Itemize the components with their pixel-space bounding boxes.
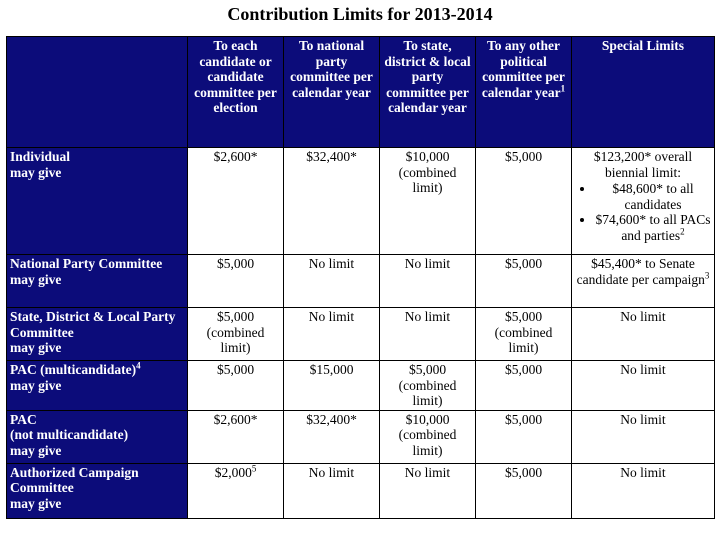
table-row bbox=[7, 463, 715, 518]
list-item-text: $74,600* to all PACs and parties bbox=[595, 212, 711, 243]
cell: $10,000 (combined limit) bbox=[380, 410, 476, 463]
header-corner bbox=[7, 37, 188, 148]
special-bullet-list bbox=[575, 181, 711, 243]
row-label-title: State, District & Local Party Committee bbox=[10, 309, 176, 340]
cell: $5,000 bbox=[188, 361, 284, 411]
row-label bbox=[7, 361, 188, 411]
contribution-limits-table bbox=[6, 36, 715, 519]
cell: No limit bbox=[284, 255, 380, 308]
table-row bbox=[7, 148, 715, 255]
cell: No limit bbox=[380, 255, 476, 308]
row-label bbox=[7, 410, 188, 463]
cell: $15,000 bbox=[284, 361, 380, 411]
footnote-marker: 4 bbox=[136, 360, 141, 371]
cell: No limit bbox=[380, 308, 476, 361]
cell: $5,000 (combined limit) bbox=[188, 308, 284, 361]
row-label bbox=[7, 255, 188, 308]
special-cell bbox=[572, 255, 715, 308]
cell: $32,400* bbox=[284, 148, 380, 255]
table-row bbox=[7, 361, 715, 411]
special-cell: No limit bbox=[572, 410, 715, 463]
cell: $5,000 bbox=[476, 463, 572, 518]
cell-text: $2,000 bbox=[214, 464, 252, 480]
cell: $2,600* bbox=[188, 148, 284, 255]
row-label-title: PAC bbox=[10, 411, 37, 427]
header-to-other-committee-text: To any other political committee per calendar year bbox=[481, 38, 565, 100]
table-row bbox=[7, 410, 715, 463]
footnote-marker: 5 bbox=[251, 463, 257, 473]
page-title: Contribution Limits for 2013-2014 bbox=[227, 4, 493, 24]
row-label-title: PAC (multicandidate) bbox=[10, 362, 137, 377]
cell: $5,000 bbox=[476, 255, 572, 308]
footnote-marker: 2 bbox=[680, 226, 685, 236]
special-cell: No limit bbox=[572, 463, 715, 518]
cell bbox=[188, 463, 284, 518]
row-label-sub: may give bbox=[10, 442, 62, 458]
list-item bbox=[595, 212, 711, 243]
footnote-marker: 3 bbox=[704, 270, 710, 280]
header-to-other-committee bbox=[476, 37, 572, 148]
row-label-sub: may give bbox=[10, 340, 62, 355]
row-label bbox=[7, 148, 188, 255]
row-label-title: Individual bbox=[10, 149, 71, 164]
header-to-candidate: To each candidate or candidate committee per election bbox=[188, 37, 284, 148]
row-label-sub: may give bbox=[10, 495, 62, 511]
row-label-sub: may give bbox=[10, 164, 62, 180]
cell: $32,400* bbox=[284, 410, 380, 463]
footnote-marker: 1 bbox=[560, 83, 566, 93]
row-label-sub: may give bbox=[10, 377, 62, 393]
cell: $5,000 (combined limit) bbox=[476, 308, 572, 361]
list-item: • $48,600* to all candidates bbox=[595, 181, 711, 212]
cell: $2,600* bbox=[188, 410, 284, 463]
row-label bbox=[7, 463, 188, 518]
cell: $5,000 bbox=[476, 361, 572, 411]
row-label-title: National Party Committee bbox=[10, 256, 163, 271]
special-text: $45,400* to Senate candidate per campaign bbox=[576, 256, 705, 287]
row-label-title-cont: (not multicandidate) bbox=[10, 427, 129, 442]
cell: No limit bbox=[284, 308, 380, 361]
table-row bbox=[7, 255, 715, 308]
header-special-limits: Special Limits bbox=[572, 37, 715, 148]
cell: No limit bbox=[284, 463, 380, 518]
cell: No limit bbox=[380, 463, 476, 518]
row-label-sub: may give bbox=[10, 271, 62, 287]
cell: $10,000 (combined limit) bbox=[380, 148, 476, 255]
special-cell bbox=[572, 148, 715, 255]
special-cell: No limit bbox=[572, 308, 715, 361]
cell: $5,000 bbox=[476, 148, 572, 255]
table-row bbox=[7, 308, 715, 361]
cell: $5,000 (combined limit) bbox=[380, 361, 476, 411]
row-label bbox=[7, 308, 188, 361]
header-row bbox=[7, 37, 715, 148]
cell: $5,000 bbox=[188, 255, 284, 308]
header-to-state-party: To state, district & local party committee per calendar year bbox=[380, 37, 476, 148]
row-label-title: Authorized Campaign Committee bbox=[10, 464, 139, 495]
header-to-national-party: To national party committee per calendar year bbox=[284, 37, 380, 148]
special-intro: $123,200* overall biennial limit: bbox=[593, 149, 693, 180]
cell: $5,000 bbox=[476, 410, 572, 463]
special-cell: No limit bbox=[572, 361, 715, 411]
